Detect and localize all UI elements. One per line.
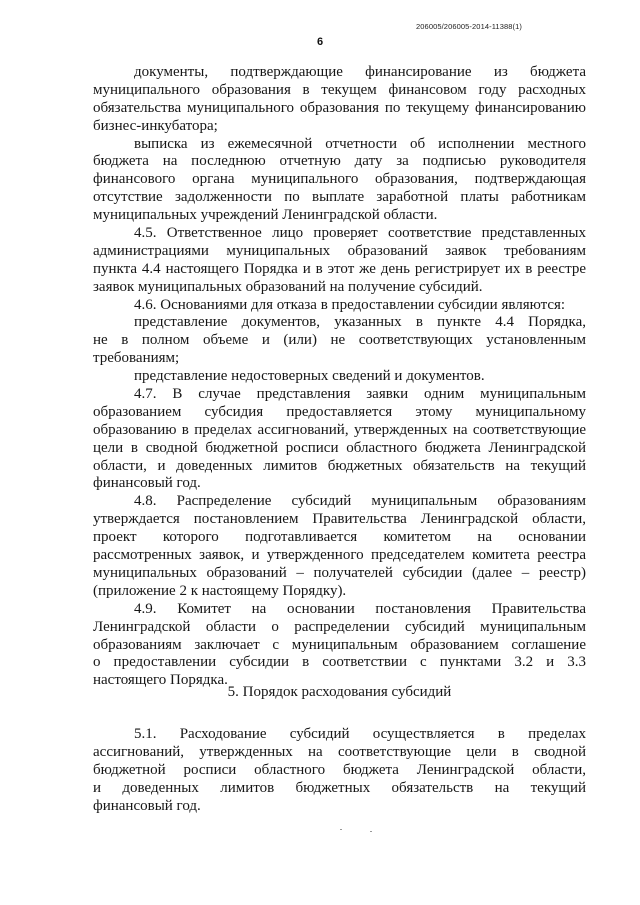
text-line: утверждается постановлением Правительства Ленинградской области,: [93, 511, 586, 528]
body-text: [93, 64, 586, 690]
text-line: бизнес-инкубатора;: [93, 117, 218, 134]
text-line: бюджета на последнюю отчетную дату за подписью руководителя: [93, 153, 586, 170]
text-line: отсутствие задолженности по выплате заработной платы работникам: [93, 189, 586, 206]
text-line: муниципальных учреждений Ленинградской области.: [93, 207, 438, 224]
text-line: документы, подтверждающие финансирование из бюджета: [134, 64, 586, 80]
section-heading: 5. Порядок расходования субсидий: [227, 684, 452, 700]
text-line: 4.9. Комитет на основании постановления Правительства: [134, 600, 586, 617]
document-id: 206005/206005-2014-11388(1): [416, 22, 522, 31]
text-line: обязательства муниципального образования по текущему финансированию: [93, 99, 586, 116]
text-line: не в полном объеме и (или) не соответствующих установленным: [93, 332, 586, 349]
text-line: требованиям;: [93, 350, 180, 367]
text-line: ассигнований, утвержденных на соответствующие цели в сводной: [93, 743, 586, 760]
text-line: (приложение 2 к настоящему Порядку).: [93, 582, 347, 599]
text-line: выписка из ежемесячной отчетности об исполнении местного: [134, 135, 586, 152]
text-line: 5.1. Расходование субсидий осуществляется в пределах: [134, 726, 586, 742]
text-line: 4.7. В случае представления заявки одним муниципальным: [134, 386, 586, 403]
text-line: бюджетной росписи областного бюджета Ленинградской области,: [93, 761, 586, 778]
text-line: 4.8. Распределение субсидий муниципальным образованиям: [134, 493, 586, 510]
text-line: цели в сводной бюджетной росписи областного бюджета Ленинградской: [93, 439, 586, 456]
text-line: заявок муниципальных образований на получение субсидий.: [93, 278, 483, 295]
text-line: Ленинградской области о распределении субсидий муниципальным: [93, 618, 586, 635]
text-line: администрациями муниципальных образований заявок требованиям: [93, 242, 586, 259]
page-number: 6: [316, 36, 324, 48]
text-line: образованиям заключает с муниципальным образованием соглашение: [93, 636, 586, 653]
text-line: образованию в пределах ассигнований, утвержденных на соответствующие: [93, 421, 586, 438]
text-line: муниципальных образований – получателей субсидии (далее – реестр): [93, 564, 586, 581]
text-line: 4.6. Основаниями для отказа в предоставлении субсидии являются:: [134, 296, 566, 313]
scan-speck: [370, 831, 372, 832]
text-line: настоящего Порядка.: [93, 672, 228, 689]
text-line: и доведенных лимитов бюджетных обязательств на текущий: [93, 779, 586, 796]
text-line: представление документов, указанных в пункте 4.4 Порядка,: [134, 314, 586, 331]
text-line: финансовый год.: [93, 475, 201, 492]
text-line: проект которого подготавливается комитетом на основании: [93, 529, 586, 546]
text-line: рассмотренных заявок, и утвержденного председателем комитета реестра: [93, 547, 586, 564]
text-line: муниципального образования в текущем финансовом году расходных: [93, 81, 586, 98]
section-text: [93, 726, 586, 815]
text-line: образованием субсидия предоставляется этому муниципальному: [93, 403, 586, 420]
text-line: 4.5. Ответственное лицо проверяет соответствие представленных: [134, 225, 586, 242]
text-line: финансового органа муниципального образования, подтверждающая: [93, 171, 586, 188]
text-line: финансовый год.: [93, 797, 201, 814]
text-line: представление недостоверных сведений и документов.: [134, 368, 485, 385]
scan-speck: [340, 829, 342, 830]
text-line: пункта 4.4 настоящего Порядка и в этот же день регистрирует их в реестре: [93, 260, 586, 277]
text-line: области, и доведенных лимитов бюджетных обязательств на текущий: [93, 457, 586, 474]
text-line: о предоставлении субсидии в соответствии с пунктами 3.2 и 3.3: [93, 654, 586, 671]
